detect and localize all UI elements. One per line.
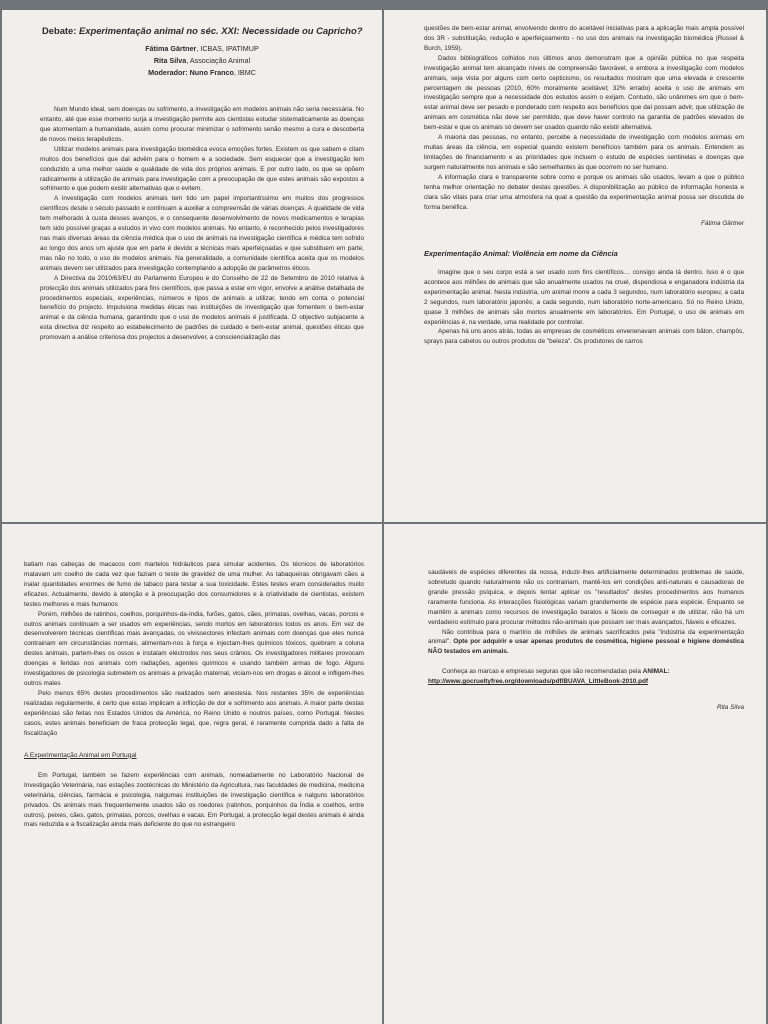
author-name: Rita Silva xyxy=(153,55,187,65)
page-1 xyxy=(2,10,382,522)
paragraph: A informação clara e transparente sobre como e porque os animais são usados, levam a que o público tenha melhor orientação no debater destas questões. A disponibilização ao público de informação honesta e clara são vitais para criar uma atmosfera na qual a questão da experimentação animal possa ser discutida de forma benéfica. xyxy=(424,173,744,211)
resource-link[interactable]: http://www.gocrueltyfree.org/downloads/pdf/BUAVA_LittleBook-2010.pdf xyxy=(428,678,649,686)
author-line xyxy=(40,55,364,66)
moderator-affiliation: , IBMC xyxy=(233,67,256,77)
signature: Fátima Gärtner xyxy=(701,219,744,227)
moderator-name: Moderador: Nuno Franco xyxy=(148,67,234,77)
page-4 xyxy=(384,524,766,1024)
paragraph: A maioria das pessoas, no entanto, percebe a necessidade de investigação com modelos animais em muitas áreas da ciência, em especial quando existem benefícios também para os animais. Entendem as limitações de financiamento e as prioridades que incluem o estudo de espécies sentinelas e doenças que surgem naturalmente nos animais e são semelhantes às que ocorrem no ser humano. xyxy=(424,134,744,171)
title-main: Experimentação animal no séc. XXI: Necessidade ou Capricho? xyxy=(79,25,363,36)
author-name: Fátima Gärtner xyxy=(145,43,197,53)
paragraph: Dados bibliográficos colhidos nos últimos anos demonstram que a opinião pública no que respeita investigação animal tem alcançado níveis de compreensão favorável, e embora a investigação com modelos animais, seja vista por alguns com certo cepticismo, os resultados mostram que uma elevada e crescente percentagem de pessoas (2010, 60% moralmente aceitável; 32% errado) aceita o uso de animais em investigação sempre que a necessidade dos estudos assim o exijam. Contudo, são unânimes em que o bem-estar animal deve ser pesado e ponderado com respeito aos benefícios que daí possam advir, que utilização de animais em cosmética não deve ser permitido, que deve haver controlo na garantia de padrões elevados de bem-estar e que os animais só devem ser usados quando não existir alternativa. xyxy=(424,54,744,132)
call-to-action-text: Não contribua para o martírio de milhões de animais sacrificados pela "indústria da experimentação animal". xyxy=(428,628,744,646)
recommendation xyxy=(428,667,744,677)
subsection-title: A Experimentação Animal em Portugal xyxy=(24,751,137,759)
author-line xyxy=(40,43,364,54)
author-affiliation: , ICBAS, IPATIMUP xyxy=(196,43,259,53)
paragraph: A Directiva da 2010/63/EU do Parlamento Europeu e do Conselho de 22 de Setembro de 2010 relativa à protecção dos animais utilizados para fins científicos, que passa a estar em vigor, envolve a análise detalhada de procedimentos especiais, experiências, números e tipos de animais a utilizar, tendo em conta o potencial benefício do projecto. Impulsiona medidas éticas nas instituições de investigação que fomentem o bem-estar animal e da ciência humana, garantindo que o uso de modelos animais é justificada. O objectivo subjacente a esta directiva diz respeito ao estabelecimento de padrões de cuidado e bem-estar animal, questões éticas que promovam a análise criteriosa dos projectos a desenvolver, a consciencialização das xyxy=(40,274,364,342)
page-2 xyxy=(384,10,766,522)
paragraph: batiam nas cabeças de macacos com martelos hidráulicos para simular acidentes. Os técnicos de laboratórios matavam um coelho de cada vez que faziam o teste de gravidez de uma mulher. As tabaqueiras obrigavam cães a inalar quantidades enormes de fumo de tabaco para testar a sua toxicidade. Estes testes eram considerados muito eficazes. Actualmente, devido à atenção e à preocupação dos consumidores e à criatividade de cientistas, existem testes melhores e mais humanos xyxy=(24,561,364,608)
paragraph: Num Mundo ideal, sem doenças ou sofrimento, a investigação em modelos animais não seria necessária. No entanto, até que esse momento surja a investigação permite aos cientistas estudar sistematicamente as doenças que atormentam a humanidade, assim como procurar minimizar o sofrimento senão mesmo a cura e descoberta de novos meios terapêuticos. xyxy=(40,106,364,143)
call-to-action-emphasis: Opte por adquirir e usar apenas produtos de cosmética, higiene pessoal e higiene doméstica NÃO testados em animais. xyxy=(428,638,744,656)
paragraph: Porém, milhões de ratinhos, coelhos, porquinhos-da-índia, furões, gatos, cães, primatas, ovelhas, vacas, porcos e outros animais continuam a ser usados em experiências, sendo mortos em laboratórios todos os anos. Em vez de desenvolverem técnicas científicas mais avançadas, os vivissectores infectam animais com doenças que eles nunca contrairiam em circunstâncias normais, alimentam-nos à força e injectam-lhes químicos tóxicos, quebram a coluna destes animais, partem-lhes os ossos e instalam eléctrodos nos seus crânios. Os investigadores militares provocam doenças e feridas nos animais com radiações, agentes químicos e usando também armas de fogo. Alguns investigadores de psicologia submetem os animais a privação maternal, viciam-nos em drogas e álcool e infligem-lhes outros males xyxy=(24,610,364,688)
paragraph: Apenas há uns anos atrás, todas as empresas de cosméticos envenenavam animais com bâton, champôs, sprays para cabelos ou outros produtos de "beleza". Os produtores de carros xyxy=(424,328,744,346)
recommendation-text: Conheça as marcas e empresas seguras que são recomendadas pela xyxy=(442,668,643,676)
section-title: Experimentação Animal: Violência em nome da Ciência xyxy=(424,249,618,259)
paragraph: Pelo menos 65% destes procedimentos são realizados sem anestesia. Nos restantes 35% de experiências realizadas regularmente, é certo que estas implicam a inflicção de dor e sofrimento aos animais. A maior parte destas experiências são feitas nos Estados Unidos da América, no Reino Unido e noutros países, como Portugal. Nestes casos, estes animais beneficiam de fraca protecção legal, que, regra geral, é raramente cumprida dado a falta de fiscalização xyxy=(24,689,364,737)
signature: Rita Silva xyxy=(717,704,744,712)
call-to-action xyxy=(428,628,744,658)
paragraph: Em Portugal, também se fazem experiências com animais, nomeadamente no Laboratório Nacional de Investigação Veterinária, nas estações zootécnicas do Ministério da Agricultura, nas faculdades de medicina, medicina veterinária, ciências, farmácia e psicologia, nalgumas instituições de investigação científica e nalguns laboratórios privados. Os animais mais frequentemente usados são os roedores (ratinhos, porquinhos da Índia e coelhos, entre outros), peixes, cães, gatos, primatas, porcos, ovelhas e vacas. Em Portugal, a protecção legal destes animais é ainda mais reduzida e a fiscalização ainda mais deficiente do que no estrangeiro xyxy=(24,771,364,829)
author-affiliation: , Associação Animal xyxy=(186,55,251,65)
debate-title xyxy=(42,24,364,39)
paragraph: saudáveis de espécies diferentes da nossa, induzir-lhes artificialmente determinados problemas de saúde, sobretudo quando naturalmente não os contrairiam, mantê-los em condições anti-naturais e causadoras de grande pressão psíquica, e depois tentar aplicar os "resultados" destes procedimentos aos humanos raramente funciona. As interacções fisiológicas variam grandemente de espécie para espécie. Enquanto se mantêm a animais como recursos de investigação baratos e fáceis de conseguir e de utilizar, não há um verdadeiro estímulo para procurar métodos não-animais que possam ser mais avançados, fiáveis e eficazes. xyxy=(428,569,744,626)
paragraph: A investigação com modelos animais tem tido um papel importantíssimo em muitos dos progressos científicos desde o século passado e continuam a auxiliar a compreensão de várias doenças. A qualidade de vida tem melhorado à custa desses avanços, e o consequente desenvolvimento de novos medicamentos e terapias tem sido possível graças a estudos in vivo com modelos animais. No entanto, é reconhecido pelos investigadores nas mais diversas áreas da ciência médica que o uso de animais na investigação científica e médica tem sofrido ao longo dos anos um ajuste que em parte é devido a técnicas mais aperfeiçoadas e que substituem em parte, mas não no todo, o uso de modelos animais. Na generalidade, a comunidade científica aceita que os modelos animais devem ser utilizados para investigação contemplando a adopção de parâmetros éticos. xyxy=(40,195,364,272)
link-line xyxy=(428,677,744,687)
title-prefix: Debate: xyxy=(42,25,79,36)
moderator-line xyxy=(40,67,364,78)
organization-name: ANIMAL: xyxy=(642,668,670,676)
paragraph: questões de bem-estar animal, envolvendo dentro do aceitável iniciativas para a aplicação mais ampla possível dos 3R - substituição, redução e aperfeiçoamento - no uso dos animais na investigação biomédica (Russel & Burch, 1959). xyxy=(424,25,744,52)
page-3 xyxy=(2,524,382,1024)
paragraph: Imagine que o seu corpo está a ser usado com fins científicos… consigo ainda lá dentro. Isso é o que acontece aos milhões de animais que são anualmente usados na cruel, dispendiosa e enganadora indústria da experimentação animal. Nesta indústria, um animal morre a cada 3 segundos, num laboratório europeu; a cada 2 segundos, num laboratório japonês; a cada segundo, num laboratório norte-americano. Só no Reino Unido, quase 3 milhões de animais são mortos anualmente em laboratórios. Em Portugal, o uso de animais em experiências é, na verdade, uma realidade por controlar. xyxy=(424,268,744,326)
paragraph: Utilizar modelos animais para investigação biomédica evoca emoções fortes. Existem os que sabem e citam muitos dos benefícios que daí advêm para o homem e a sociedade. Sem esquecer que a investigação tem conduzido a uma melhor saúde e qualidade de vida dos próprios animais. E por outro lado, os que se opõem radicalmente à utilização de animais para investigação com a preocupação de que estes animais são expostos a sofrimento e que podem existir alternativas que o evitem. xyxy=(40,145,364,193)
